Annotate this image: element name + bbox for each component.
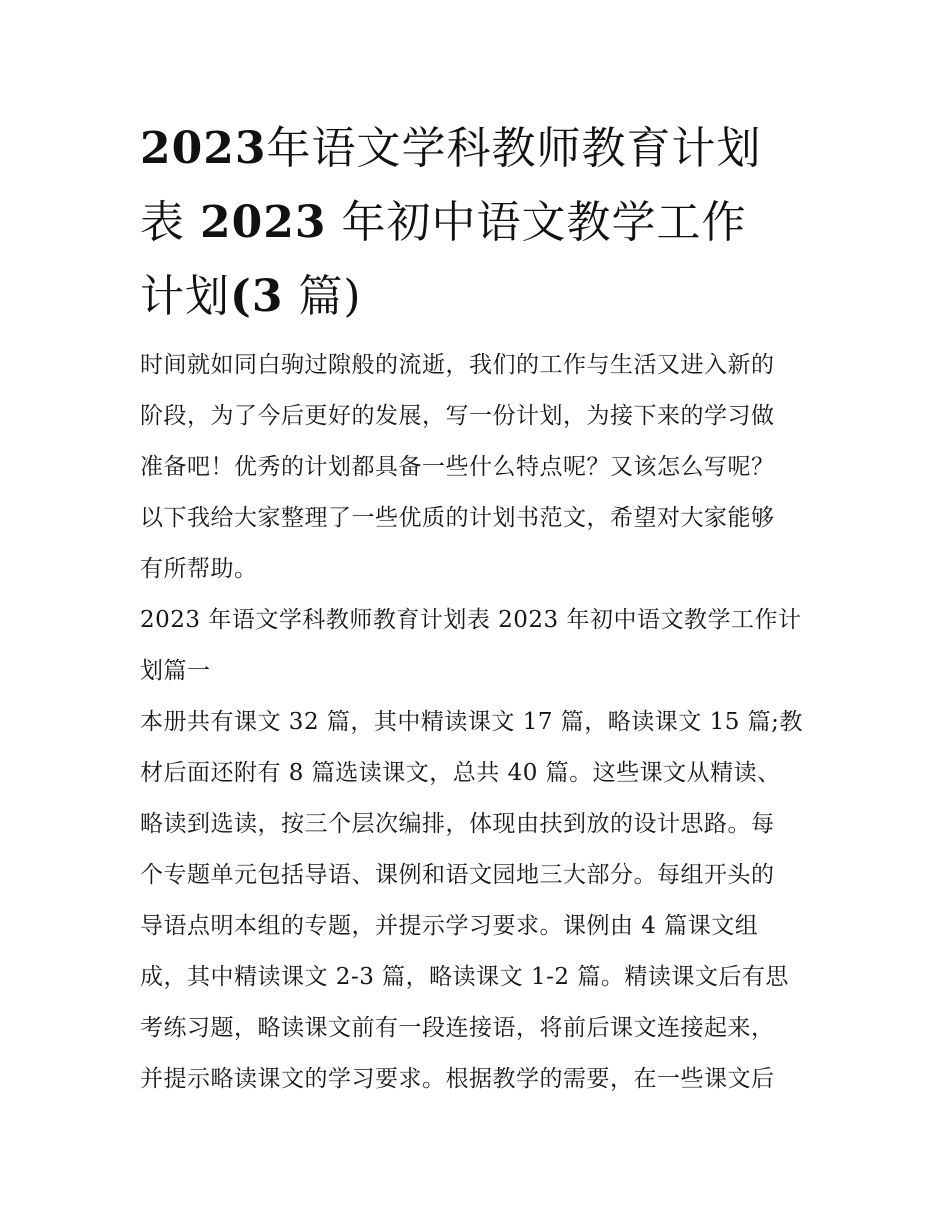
body-line: 略读到选读，按三个层次编排，体现由扶到放的设计思路。每 — [140, 811, 775, 837]
title-line-1 — [140, 112, 815, 186]
title-count: (3 — [230, 271, 284, 322]
title-text: 年初中语文教学工作 — [341, 197, 747, 248]
intro-line: 以下我给大家整理了一些优质的计划书范文，希望对大家能够 — [140, 505, 775, 531]
title-text: 计划 — [140, 271, 230, 322]
title-text: 篇) — [298, 271, 362, 322]
body-line: 本册共有课文 32 篇，其中精读课文 17 篇，略读课文 15 篇;教 — [140, 709, 803, 735]
title-line-3 — [140, 260, 815, 334]
body-line: 个专题单元包括导语、课例和语文园地三大部分。每组开头的 — [140, 862, 775, 888]
title-text: 年语文学科教师教育计划 — [266, 123, 762, 174]
section-heading — [140, 595, 815, 697]
title-text: 表 — [140, 197, 185, 248]
title-line-2 — [140, 186, 815, 260]
title-year: 2023 — [200, 197, 327, 248]
intro-line: 时间就如同白驹过隙般的流逝，我们的工作与生活又进入新的 — [140, 352, 775, 378]
intro-paragraph — [140, 340, 815, 595]
body-line: 并提示略读课文的学习要求。根据教学的需要，在一些课文后 — [140, 1066, 775, 1092]
intro-line: 准备吧！优秀的计划都具备一些什么特点呢？又该怎么写呢？ — [140, 454, 775, 480]
body-line: 成，其中精读课文 2-3 篇，略读课文 1-2 篇。精读课文后有思 — [140, 964, 789, 990]
intro-line: 有所帮助。 — [140, 556, 258, 582]
body-line: 考练习题，略读课文前有一段连接语，将前后课文连接起来， — [140, 1015, 775, 1041]
section-heading-line: 划篇一 — [140, 658, 211, 684]
document-page — [140, 112, 815, 1105]
intro-line: 阶段，为了今后更好的发展，写一份计划，为接下来的学习做 — [140, 403, 775, 429]
body-line: 材后面还附有 8 篇选读课文，总共 40 篇。这些课文从精读、 — [140, 760, 781, 786]
document-title — [140, 112, 815, 334]
title-year: 2023 — [140, 123, 267, 174]
body-paragraph — [140, 697, 815, 1105]
body-line: 导语点明本组的专题，并提示学习要求。课例由 4 篇课文组 — [140, 913, 759, 939]
section-heading-line: 2023 年语文学科教师教育计划表 2023 年初中语文教学工作计 — [140, 607, 802, 633]
